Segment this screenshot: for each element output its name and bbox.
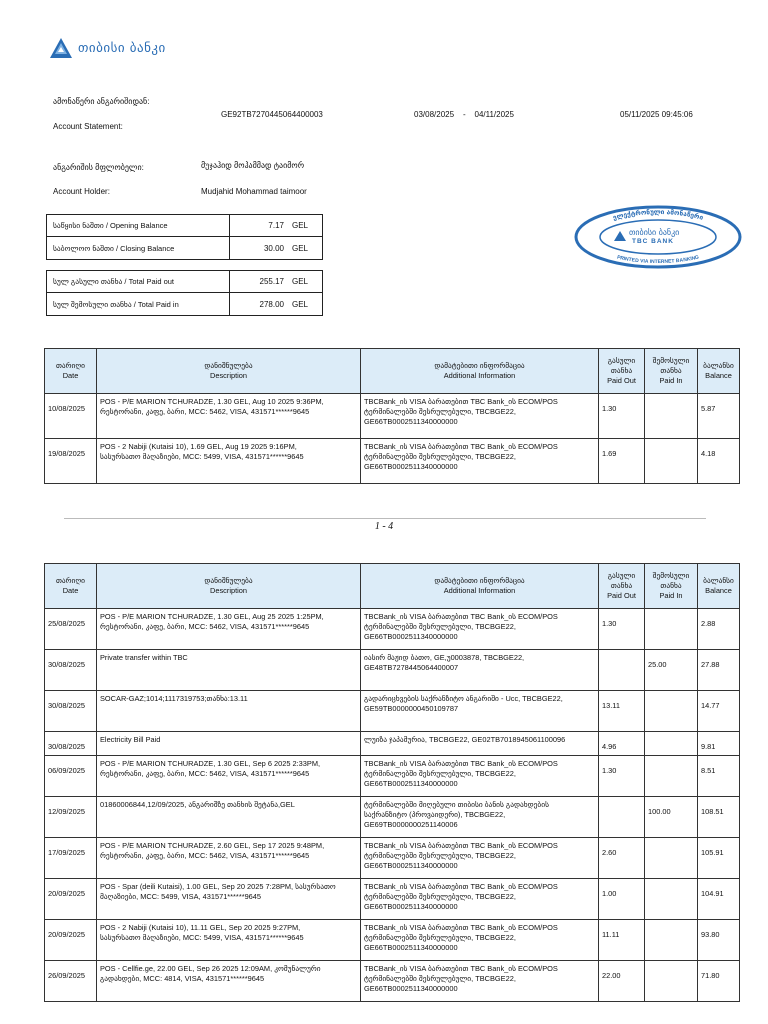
balances-box [46,214,323,260]
row-additional-info [361,439,599,484]
row-description-line: POS - P/E MARION TCHURADZE, 1.30 GEL, Aug 25 2025 1:25PM, [100,612,324,621]
row-additional-info [361,920,599,961]
row-additional-info [361,879,599,920]
row-paid-in [645,439,698,484]
row-paid-out: 4.96 [599,732,645,756]
row-balance: 4.18 [698,439,740,484]
generated-datetime: 05/11/2025 09:45:06 [620,110,693,119]
row-description-line: POS - 2 Nabiji (Kutaisi 10), 11.11 GEL, Sep 20 2025 9:27PM, [100,923,301,932]
row-description [97,920,361,961]
row-info-line: TBCBank_ის VISA ბარათებით TBC Bank_ის ECOM/POS [364,964,558,973]
page-number: 1 - 4 [374,521,394,532]
row-paid-out [599,650,645,691]
row-description [97,797,361,838]
total-paid-in-value: 278.00 [259,299,284,309]
bank-logo [50,38,166,58]
row-date: 19/08/2025 [45,439,97,484]
holder-label-en: Account Holder: [53,187,110,196]
table-row [45,797,740,838]
row-description [97,732,361,756]
row-paid-in [645,961,698,1002]
table-row [45,879,740,920]
stamp-top-text: ელექტრონული ამონაწერი [611,207,705,222]
row-date: 30/08/2025 [45,691,97,732]
row-description-line: რესტორანი, კაფე, ბარი, MCC: 5462, VISA, 431571******9645 [100,622,310,631]
row-description-line: Private transfer within TBC [100,653,188,662]
row-paid-in [645,756,698,797]
svg-text:PRINTED VIA INTERNET BANKING [616,254,699,265]
col-date-header: თარიღი Date [45,349,97,394]
row-date: 20/09/2025 [45,879,97,920]
row-info-line: GE66TB0002511340000000 [364,984,458,993]
row-info-line: TBCBank_ის VISA ბარათებით TBC Bank_ის ECOM/POS [364,923,558,932]
row-info-line: ტერმინალებში შესრულებული, TBCBGE22, [364,769,516,778]
row-info-line: GE66TB0002511340000000 [364,462,458,471]
col-paid-out-header: გასული თანხა Paid Out [599,349,645,394]
total-paid-in-label: სულ შემოსული თანხა / Total Paid in [47,293,230,315]
row-info-line: GE66TB0002511340000000 [364,632,458,641]
opening-balance-label: საწყისი ნაშთი / Opening Balance [47,215,230,236]
opening-balance-currency: GEL [291,221,308,230]
row-paid-out: 22.00 [599,961,645,1002]
row-info-line: GE66TB0002511340000000 [364,861,458,870]
col-balance-header: ბალანსი Balance [698,564,740,609]
row-additional-info [361,609,599,650]
row-paid-out: 1.30 [599,756,645,797]
total-paid-out-row [47,271,322,293]
row-additional-info [361,961,599,1002]
row-description-line: რესტორანი, კაფე, ბარი, MCC: 5462, VISA, 431571******9645 [100,851,310,860]
row-description-line: სასურსათო მაღაზიები, MCC: 5499, VISA, 431571******9645 [100,933,304,942]
row-paid-out: 11.11 [599,920,645,961]
row-description-line: რესტორანი, კაფე, ბარი, MCC: 5462, VISA, 431571******9645 [100,769,310,778]
row-paid-in: 25.00 [645,650,698,691]
table-row [45,920,740,961]
table-row [45,961,740,1002]
page-divider [64,518,706,519]
total-paid-out-label: სულ გასული თანხა / Total Paid out [47,271,230,292]
row-date: 10/08/2025 [45,394,97,439]
row-description [97,609,361,650]
stamp-bank-en: TBC BANK [632,238,674,245]
row-info-line: TBCBank_ის VISA ბარათებით TBC Bank_ის ECOM/POS [364,442,558,451]
stamp-logo-icon [614,231,626,241]
row-description-line: მაღაზიები, MCC: 5499, VISA, 431571******9645 [100,892,262,901]
row-date: 20/09/2025 [45,920,97,961]
row-description [97,961,361,1002]
row-balance: 5.87 [698,394,740,439]
row-balance: 105.91 [698,838,740,879]
row-paid-out: 2.60 [599,838,645,879]
row-description-line: SOCAR-GAZ;1014;1117319753;თანხა:13.11 [100,694,248,703]
row-additional-info [361,691,599,732]
account-number: GE92TB7270445064400003 [221,110,323,119]
row-paid-out [599,797,645,838]
row-info-line: ლუიზა ჯაპამურია, TBCBGE22, GE02TB7018945061100096 [364,735,566,744]
row-paid-in [645,879,698,920]
row-date: 17/09/2025 [45,838,97,879]
table-row [45,691,740,732]
row-balance: 14.77 [698,691,740,732]
row-description-line: POS - P/E MARION TCHURADZE, 2.60 GEL, Sep 17 2025 9:48PM, [100,841,325,850]
row-paid-in [645,394,698,439]
row-info-line: ტერმინალებში შესრულებული, TBCBGE22, [364,407,516,416]
table-row [45,756,740,797]
row-info-line: ტერმინალებში შესრულებული, TBCBGE22, [364,622,516,631]
table-row [45,732,740,756]
row-description-line: POS - P/E MARION TCHURADZE, 1.30 GEL, Sep 6 2025 2:33PM, [100,759,321,768]
row-description-line: POS - Spar (deili Kutaisi), 1.00 GEL, Sep 20 2025 7:28PM, სასურსათო [100,882,336,891]
table-row [45,650,740,691]
col-description-header: დანიშნულება Description [97,349,361,394]
row-info-line: GE66TB0002511340000000 [364,902,458,911]
row-paid-in [645,691,698,732]
row-balance: 9.81 [698,732,740,756]
row-info-line: TBCBank_ის VISA ბარათებით TBC Bank_ის ECOM/POS [364,882,558,891]
period-separator: - [462,110,466,119]
period-range [414,110,514,119]
row-info-line: ტერმინალებში შესრულებული, TBCBGE22, [364,851,516,860]
row-info-line: ტერმინალებში შესრულებული, TBCBGE22, [364,892,516,901]
row-description-line: სასურსათო მაღაზიები, MCC: 5499, VISA, 431571******9645 [100,452,304,461]
row-info-line: ტერმინალებში შესრულებული, TBCBGE22, [364,933,516,942]
row-description-line: 01860006844,12/09/2025, ანგარიშზე თანხის შეტანა,GEL [100,800,295,809]
row-info-line: ტერმინალებში მიღებული თიბისი ბანის გადახდების [364,800,549,809]
row-paid-in [645,732,698,756]
row-additional-info [361,797,599,838]
col-paid-in-header: შემოსული თანხა Paid In [645,564,698,609]
row-date: 26/09/2025 [45,961,97,1002]
table-row [45,439,740,484]
row-description [97,838,361,879]
closing-balance-label: საბოლოო ნაშთი / Closing Balance [47,237,230,259]
table-header-row [45,564,740,609]
row-info-line: GE66TB0002511340000000 [364,417,458,426]
holder-label-ka: ანგარიშის მფლობელი: [53,163,144,172]
row-description-line: გადახდები, MCC: 4814, VISA, 431571******9645 [100,974,265,983]
statement-label-ka: ამონაწერი ანგარიშიდან: [53,97,150,106]
bank-stamp [572,204,744,270]
bank-name: თიბისი ბანკი [78,40,166,56]
col-date-header: თარიღი Date [45,564,97,609]
row-paid-in [645,609,698,650]
col-paid-out-header: გასული თანხა Paid Out [599,564,645,609]
col-paid-in-header: შემოსული თანხა Paid In [645,349,698,394]
row-balance: 93.80 [698,920,740,961]
row-date: 30/08/2025 [45,732,97,756]
row-description [97,691,361,732]
row-info-line: TBCBank_ის VISA ბარათებით TBC Bank_ის ECOM/POS [364,397,558,406]
row-paid-out: 13.11 [599,691,645,732]
closing-balance-currency: GEL [291,243,308,253]
row-description [97,439,361,484]
row-info-line: ტერმინალებში შესრულებული, TBCBGE22, [364,974,516,983]
row-paid-out: 1.30 [599,394,645,439]
row-description-line: POS - Cellfie.ge, 22.00 GEL, Sep 26 2025 12:09AM, კომუნალური [100,964,321,973]
row-paid-in: 100.00 [645,797,698,838]
row-balance: 2.88 [698,609,740,650]
row-date: 06/09/2025 [45,756,97,797]
row-additional-info [361,650,599,691]
period-to: 04/11/2025 [474,110,514,119]
row-description-line: POS - P/E MARION TCHURADZE, 1.30 GEL, Aug 10 2025 9:36PM, [100,397,324,406]
row-paid-out: 1.30 [599,609,645,650]
row-description [97,756,361,797]
table-header-row [45,349,740,394]
row-additional-info [361,838,599,879]
closing-balance-row [47,237,322,259]
row-info-line: გადარიცხვების საქრანზიტო ანგარიში - Ucc, TBCBGE22, [364,694,563,703]
table-row [45,609,740,650]
row-info-line: საქრანზიტო (პროვაიდერი), TBCBGE22, [364,810,506,819]
row-info-line: GE69TB0000000251140006 [364,820,458,829]
row-balance: 71.80 [698,961,740,1002]
row-info-line: GE59TB0000000450109787 [364,704,459,713]
transactions-table-page-2 [44,563,740,1002]
opening-balance-value: 7.17 [268,221,284,230]
row-paid-out: 1.00 [599,879,645,920]
row-balance: 27.88 [698,650,740,691]
row-description-line: Electricity Bill Paid [100,735,161,744]
row-balance: 108.51 [698,797,740,838]
period-from: 03/08/2025 [414,110,455,119]
col-info-header: დამატებითი ინფორმაცია Additional Information [361,564,599,609]
row-balance: 8.51 [698,756,740,797]
statement-label-en: Account Statement: [53,122,123,131]
row-description-line: რესტორანი, კაფე, ბარი, MCC: 5462, VISA, 431571******9645 [100,407,310,416]
holder-name-en: Mudjahid Mohammad taimoor [201,187,307,196]
row-paid-out: 1.69 [599,439,645,484]
table-row [45,838,740,879]
row-additional-info [361,732,599,756]
stamp-bottom-text: PRINTED VIA INTERNET BANKING [616,254,700,266]
row-description [97,879,361,920]
stamp-bank-ka: თიბისი ბანკი [629,228,680,237]
col-description-header: დანიშნულება Description [97,564,361,609]
row-info-line: იასირ მაჟიდ ბათო, GE,უ0003878, TBCBGE22, [364,653,525,662]
row-info-line: TBCBank_ის VISA ბარათებით TBC Bank_ის ECOM/POS [364,759,558,768]
row-info-line: GE66TB0002511340000000 [364,943,458,952]
total-paid-in-row [47,293,322,315]
tbc-triangle-logo-icon [50,38,72,58]
total-paid-out-currency: GEL [291,277,308,286]
row-additional-info [361,394,599,439]
transactions-table-page-1 [44,348,740,484]
row-date: 25/08/2025 [45,609,97,650]
row-description [97,394,361,439]
row-paid-in [645,920,698,961]
row-description [97,650,361,691]
table-row [45,394,740,439]
opening-balance-row [47,215,322,237]
row-additional-info [361,756,599,797]
holder-name-ka: მუჯაჰიდ მოჰამმად ტაიმორ [201,161,305,170]
row-info-line: TBCBank_ის VISA ბარათებით TBC Bank_ის ECOM/POS [364,612,558,621]
row-info-line: GE66TB0002511340000000 [364,779,458,788]
col-info-header: დამატებითი ინფორმაცია Additional Information [361,349,599,394]
closing-balance-value: 30.00 [263,243,284,253]
col-balance-header: ბალანსი Balance [698,349,740,394]
row-date: 12/09/2025 [45,797,97,838]
row-description-line: POS - 2 Nabiji (Kutaisi 10), 1.69 GEL, Aug 19 2025 9:16PM, [100,442,297,451]
row-date: 30/08/2025 [45,650,97,691]
totals-box [46,270,323,316]
total-paid-in-currency: GEL [291,299,308,309]
row-balance: 104.91 [698,879,740,920]
row-info-line: TBCBank_ის VISA ბარათებით TBC Bank_ის ECOM/POS [364,841,558,850]
row-info-line: GE48TB7278445064400007 [364,663,459,672]
row-info-line: ტერმინალებში შესრულებული, TBCBGE22, [364,452,516,461]
row-paid-in [645,838,698,879]
total-paid-out-value: 255.17 [259,277,284,286]
